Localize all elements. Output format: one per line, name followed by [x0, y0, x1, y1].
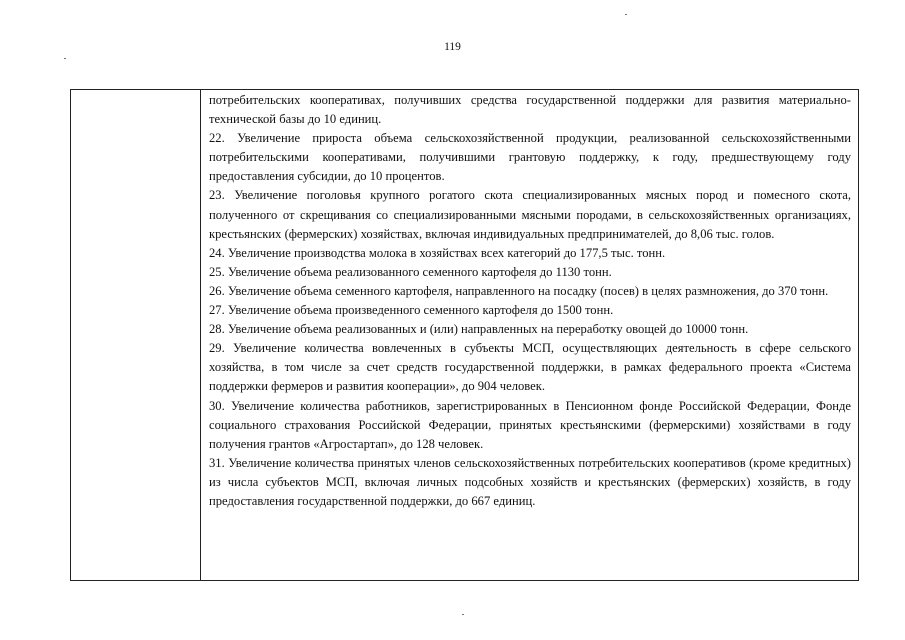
scan-speck [64, 58, 66, 59]
table-right-cell [201, 90, 858, 580]
scan-speck [625, 14, 627, 15]
content-table [70, 89, 859, 581]
paragraph-item-29: 29. Увеличение количества вовлеченных в субъекты МСП, осуществляющих деятельность в сфере сельского хозяйства, в том числе за счет средств государственной поддержки, в рамках федерального проекта «Система поддержки фермеров и развития кооперации», до 904 человек. [209, 341, 851, 394]
paragraph-continuation: потребительских кооперативах, получивших средства государственной поддержки для развития материально-технической базы до 10 единиц. [209, 93, 851, 127]
paragraph-item-31: 31. Увеличение количества принятых членов сельскохозяйственных потребительских кооперативов (кроме кредитных) из числа субъектов МСП, включая личных подсобных хозяйств и крестьянских (фермерских) хозяйств, в году предоставления государственной поддержки, до 667 единиц. [209, 455, 851, 508]
paragraph-item-27: 27. Увеличение объема произведенного семенного картофеля до 1500 тонн. [209, 303, 614, 318]
paragraph-item-23: 23. Увеличение поголовья крупного рогатого скота специализированных мясных пород и помесного скота, полученного от скрещивания со специализированными мясными породами, в сельскохозяйственных организациях, крестьянских (фермерских) хозяйствах, включая индивидуальных предпринимателей, до 8,06 тыс. голов. [209, 188, 851, 241]
paragraph-item-30: 30. Увеличение количества работников, зарегистрированных в Пенсионном фонде Российской Федерации, Фонде социального страхования Российской Федерации, принятых крестьянскими (фермерскими) хозяйствами в году получения грантов «Агростартап», до 128 человек. [209, 398, 851, 451]
paragraph-item-22: 22. Увеличение прироста объема сельскохозяйственной продукции, реализованной сельскохозяйственными потребительскими кооперативами, получившими грантовую поддержку, к году, предшествующему году предоставления субсидии, до 10 процентов. [209, 131, 851, 184]
paragraph-item-26: 26. Увеличение объема семенного картофеля, направленного на посадку (посев) в целях размножения, до 370 тонн. [209, 283, 829, 298]
paragraph-item-28: 28. Увеличение объема реализованных и (или) направленных на переработку овощей до 10000 тонн. [209, 322, 749, 337]
paragraph-item-25: 25. Увеличение объема реализованного семенного картофеля до 1130 тонн. [209, 264, 612, 279]
page-number: 119 [444, 41, 461, 53]
scan-speck [462, 614, 464, 615]
paragraph-item-24: 24. Увеличение производства молока в хозяйствах всех категорий до 177,5 тыс. тонн. [209, 245, 666, 260]
table-left-cell [71, 90, 201, 580]
